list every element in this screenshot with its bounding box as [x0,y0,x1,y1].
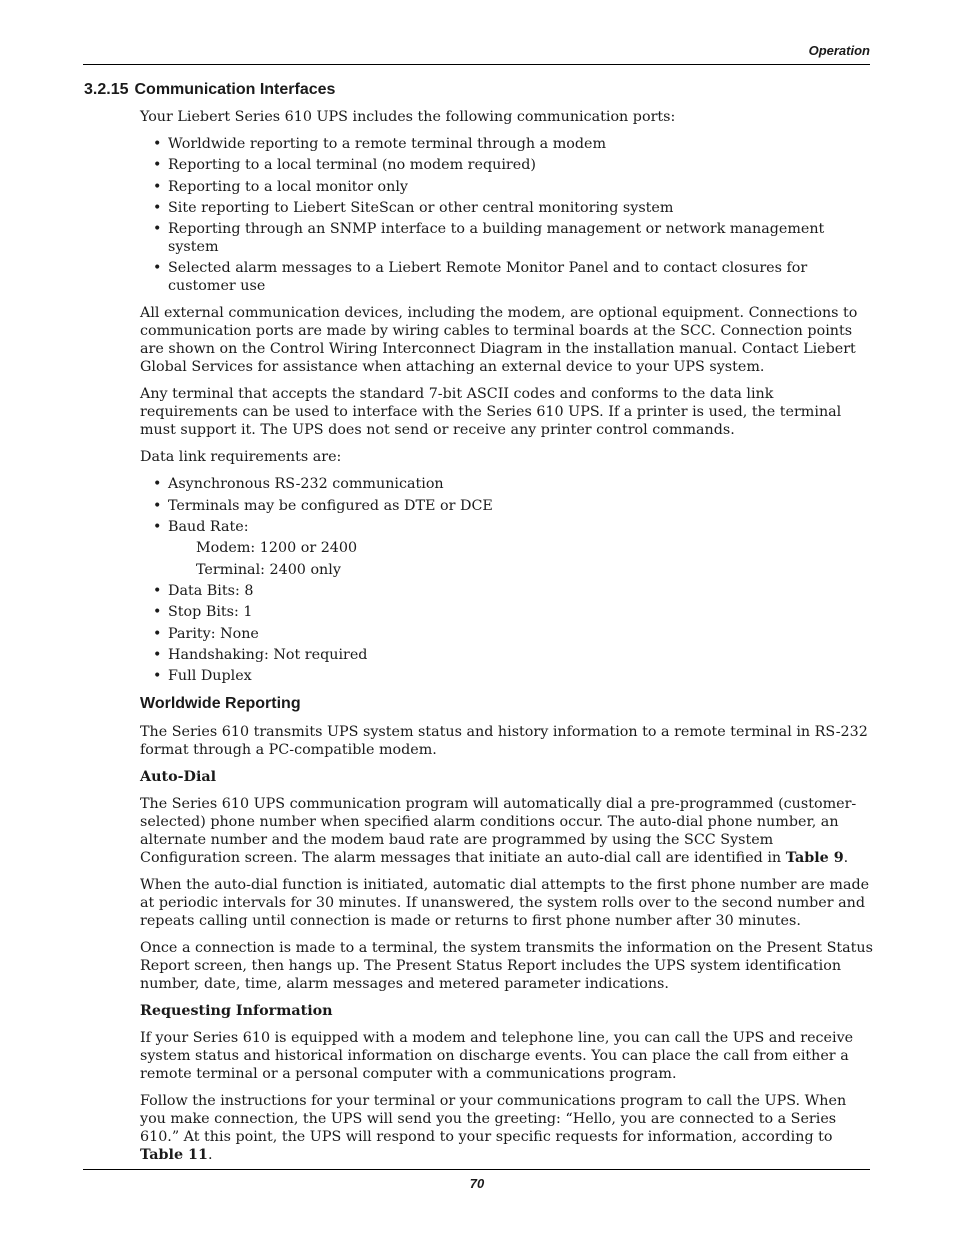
list-item: • Reporting to a local monitor only [153,178,408,195]
list-item: • Parity: None [153,625,259,642]
list-item: • Full Duplex [153,668,252,685]
data-link-list-continued [140,582,875,685]
header-rule [83,64,870,65]
requesting-information-heading: Requesting Information [140,1003,333,1020]
page-body [140,108,875,1173]
worldwide-paragraph: The Series 610 transmits UPS system status and history information to a remote terminal in RS-232 format through a PC-compatible modem. [140,724,868,759]
baud-terminal: Terminal: 2400 only [196,561,341,578]
requesting-paragraph-2: Follow the instructions for your terminal or your communications program to call the UPS. When you make connection, the UPS will send you the greeting: “Hello, you are connected to a Series 610.” At this point, the UPS will respond to your specific requests for information, according to Table 11. [140,1093,847,1164]
list-item: • Worldwide reporting to a remote terminal through a modem [153,136,607,152]
baud-modem: Modem: 1200 or 2400 [196,540,358,557]
requesting-paragraph-1: If your Series 610 is equipped with a modem and telephone line, you can call the UPS and receive system status and historical information on discharge events. You can place the call from either a remote terminal or a personal computer with a communications program. [140,1030,854,1083]
intro-paragraph: Your Liebert Series 610 UPS includes the following communication ports: [140,109,676,125]
list-item: • Data Bits: 8 [153,582,254,599]
section-title: Communication Interfaces [134,81,336,98]
auto-dial-paragraph-1: The Series 610 UPS communication program will automatically dial a pre-programmed (customer-selected) phone number when specified alarm conditions occur. The auto-dial phone number, an alternate number and the modem baud rate are programmed by using the SCC System Configuration screen. The alarm messages that initiate an auto-dial call are identified in Table 9. [140,796,857,867]
footer-rule [83,1169,870,1170]
auto-dial-paragraph-3: Once a connection is made to a terminal, the system transmits the information on the Present Status Report screen, then hangs up. The Present Status Report includes the UPS system identification number, date, time, alarm messages and metered parameter indications. [140,940,873,993]
running-header: Operation [808,43,870,58]
section-heading [84,80,335,99]
list-item: • Reporting to a local terminal (no modem required) [153,157,536,174]
baud-rate-values [196,539,875,578]
list-item: • Selected alarm messages to a Liebert Remote Monitor Panel and to contact closures for customer use [153,260,808,295]
ports-list [140,135,875,295]
list-item: • Stop Bits: 1 [153,604,253,621]
auto-dial-heading: Auto-Dial [140,769,217,786]
section-number: 3.2.15 [84,81,129,98]
worldwide-reporting-heading: Worldwide Reporting [140,695,301,713]
list-item: • Site reporting to Liebert SiteScan or other central monitoring system [153,199,674,216]
list-item: • Handshaking: Not required [153,646,368,663]
list-item: • Asynchronous RS-232 communication [153,476,444,493]
data-link-intro: Data link requirements are: [140,449,342,466]
auto-dial-paragraph-2: When the auto-dial function is initiated, automatic dial attempts to the first phone number are made at periodic intervals for 30 minutes. If unanswered, the system rolls over to the second number and repeats calling until connection is made or returns to first phone number after 30 minutes. [140,877,870,930]
list-item: • Terminals may be configured as DTE or DCE [153,497,493,514]
external-devices-paragraph: All external communication devices, including the modem, are optional equipment. Connections to communication ports are made by wiring cables to terminal boards at the SCC. Connection points are shown on the Control Wiring Interconnect Diagram in the installation manual. Contact Liebert Global Services for assistance when attaching an external device to your UPS system. [140,305,858,376]
list-item: • Baud Rate: [153,519,249,536]
table-9-reference: Table 9 [785,850,844,867]
list-item: • Reporting through an SNMP interface to a building management or network management system [153,221,825,256]
table-11-reference: Table 11 [140,1147,208,1164]
data-link-list [140,475,875,536]
terminal-paragraph: Any terminal that accepts the standard 7-bit ASCII codes and conforms to the data link requirements can be used to interface with the Series 610 UPS. If a printer is used, the terminal must support it. The UPS does not send or receive any printer control commands. [140,386,842,439]
page-number: 70 [469,1176,485,1191]
